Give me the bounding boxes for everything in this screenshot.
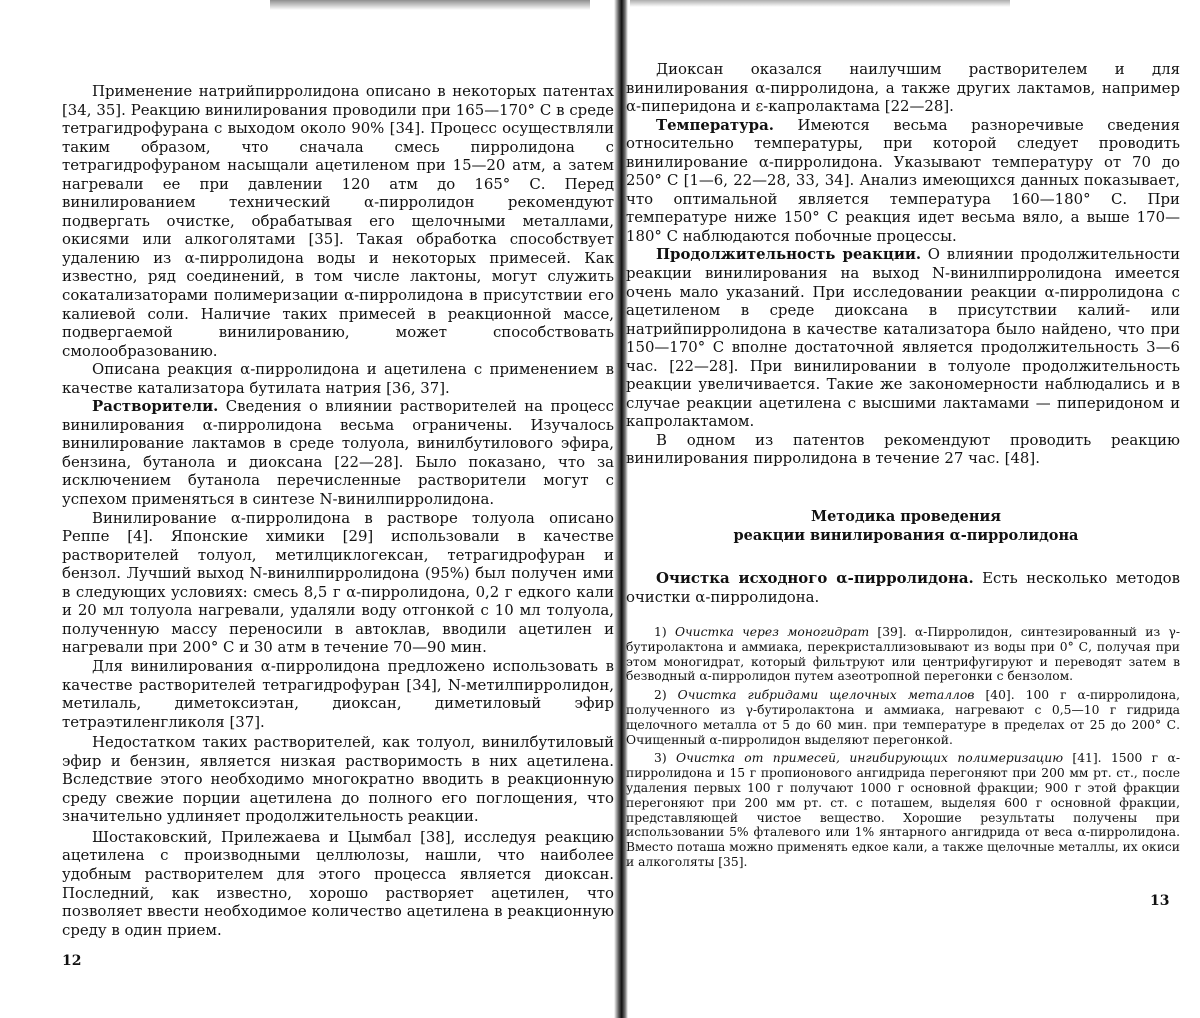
subsection-lead: Очистка исходного α-пирролидона. bbox=[656, 569, 974, 587]
note-title: Очистка от примесей, ингибирующих полимеризацию bbox=[676, 751, 1064, 766]
paragraph: Для винилирования α-пирролидона предложено использовать в качестве растворителей тетрагидрофуран [34], N-метилпирролидон, метилаль, диметоксиэтан, диоксан, диметиловый эфир тетраэтиленгликоля [37]. bbox=[62, 656, 614, 731]
paragraph: Недостатком таких растворителей, как толуол, винилбутиловый эфир и бензин, является низкая растворимость в них ацетилена. Вследствие этого необходимо многократно вводить в реакционную среду свежие порции ацетилена до полного его поглощения, что значительно удлиняет продолжительность реакции. bbox=[62, 733, 614, 826]
paragraph: Описана реакция α-пирролидона и ацетилена с применением в качестве катализатора бутилата натрия [36, 37]. bbox=[62, 360, 614, 397]
paragraph: Растворители. Сведения о влиянии растворителей на процесс винилирования α-пирролидона весьма ограничены. Изучалось винилирование лактамов в среде толуола, винилбутилового эфира, бензина, бутанола и диоксана [22—28]. Было показано, что за исключением бутанола перечисленные растворители могут с успехом применяться в синтезе N-винилпирролидона. bbox=[62, 397, 614, 509]
section-heading-line: реакции винилирования α-пирролидона bbox=[733, 527, 1079, 544]
right-text-column bbox=[626, 60, 1180, 468]
note-item: 2) Очистка гибридами щелочных металлов [40]. 100 г α-пирролидона, полученного из γ-бутиролактона и аммиака, нагревают с 0,5—10 г гидрида щелочного металла от 5 до 60 мин. при температуре в пределах от 25 до 200° С. Очищенный α-пирролидон выделяют перегонкой. bbox=[626, 688, 1180, 747]
paragraph: Диоксан оказался наилучшим растворителем и для винилирования α-пирролидона, а также других лактамов, например α-пиперидона и ε-капролактама [22—28]. bbox=[626, 60, 1180, 116]
paragraph-lead: Температура. bbox=[656, 115, 774, 134]
paragraph: Применение натрийпирролидона описано в некоторых патентах [34, 35]. Реакцию винилирования проводили при 165—170° С в среде тетрагидрофурана с выходом около 90% [34]. Процесс осуществляли таким образом, что сначала смесь пирролидона с тетрагидрофураном насыщали ацетиленом при 15—20 атм, а затем нагревали ее при давлении 120 атм до 165° С. Перед винилированием технический α-пирролидон рекомендуют подвергать очистке, обрабатывая его щелочными металлами, окисями или алкоголятами [35]. Такая обработка способствует удалению из α-пирролидона воды и некоторых примесей. Как известно, ряд соединений, в том числе лактоны, могут служить сокатализаторами полимеризации α-пирролидона в присутствии его калиевой соли. Наличие таких примесей в реакционной массе, подвергаемой винилированию, может способствовать смолообразованию. bbox=[62, 82, 614, 360]
paragraph: Шостаковский, Прилежаева и Цымбал [38], исследуя реакцию ацетилена с производными целлюлозы, нашли, что наиболее удобным растворителем для этого процесса является диоксан. Последний, как известно, хорошо растворяет ацетилен, что позволяет ввести необходимое количество ацетилена в реакционную среду в один прием. bbox=[62, 827, 614, 939]
left-text-column bbox=[62, 82, 614, 939]
note-title: Очистка через моногидрат bbox=[674, 625, 870, 639]
right-page bbox=[620, 0, 1200, 1018]
note-item: 3) Очистка от примесей, ингибирующих полимеризацию [41]. 1500 г α-пирролидона и 15 г пропионового ангидрида перегоняют при 200 мм рт. ст., после удаления первых 100 г получают 1000 г основной фракции; 900 г этой фракции перегоняют при 200 мм рт. ст. с поташем, выделяя 600 г основной фракции, представляющей чистое вещество. Хорошие результаты получены при использовании 5% фталевого или 1% янтарного ангидрида от веса α-пирролидона. Вместо поташа можно применять едкое кали, а также щелочные металлы, их окиси и алкоголяты [35]. bbox=[626, 751, 1180, 869]
section-heading-line: Методика проведения bbox=[811, 508, 1001, 525]
section-heading bbox=[626, 507, 1186, 545]
paragraph: В одном из патентов рекомендуют проводить реакцию винилирования пирролидона в течение 27 час. [48]. bbox=[626, 430, 1180, 468]
paragraph: Продолжительность реакции. О влиянии продолжительности реакции винилирования на выход N-винилпирролидона имеется очень мало указаний. При исследовании реакции α-пирролидона с ацетиленом в среде диоксана в присутствии калий- или натрийпирролидона в качестве катализатора было найдено, что при 150—170° С вполне достаточной является продолжительность 3—6 час. [22—28]. При винилировании в толуоле продолжительность реакции увеличивается. Такие же закономерности наблюдались и в случае реакции ацетилена с высшими лактамами — пиперидоном и капролактамом. bbox=[626, 245, 1180, 431]
paragraph-lead: Продолжительность реакции. bbox=[656, 245, 922, 264]
page-number: 12 bbox=[62, 953, 82, 969]
footnotes bbox=[626, 625, 1180, 874]
note-title: Очистка гибридами щелочных металлов bbox=[677, 688, 975, 703]
paragraph: Температура. Имеются весьма разноречивые сведения относительно температуры, при которой следует проводить винилирование α-пирролидона. Указывают температуру от 70 до 250° С [1—6, 22—28, 33, 34]. Анализ имеющихся данных показывает, что оптимальной является температура 160—180° С. При температуре ниже 150° С реакция идет весьма вяло, а выше 170—180° С наблюдаются побочные процессы. bbox=[626, 115, 1180, 245]
paragraph: Винилирование α-пирролидона в растворе толуола описано Реппе [4]. Японские химики [29] использовали в качестве растворителей толуол, метилциклогексан, тетрагидрофуран и бензол. Лучший выход N-винилпирролидона (95%) был получен ими в следующих условиях: смесь 8,5 г α-пирролидона, 0,2 г едкого кали и 20 мл толуола нагревали, удаляли воду отгонкой с 10 мл толуола, полученную массу переносили в автоклав, вводили ацетилен и нагревали при 200° С и 30 атм в течение 70—90 мин. bbox=[62, 508, 614, 657]
paragraph-lead: Растворители. bbox=[92, 397, 219, 416]
subsection-paragraph: Очистка исходного α-пирролидона. Есть несколько методов очистки α-пирролидона. bbox=[626, 569, 1180, 606]
note-item: 1) Очистка через моногидрат [39]. α-Пирролидон, синтезированный из γ-бутиролактона и аммиака, перекристаллизовывают из воды при 0° С, получая при этом моногидрат, который фильтруют или центрифугируют и переводят затем в безводный α-пирролидон путем азеотропной перегонки с бензолом. bbox=[626, 625, 1180, 684]
page-number: 13 bbox=[1150, 893, 1170, 909]
